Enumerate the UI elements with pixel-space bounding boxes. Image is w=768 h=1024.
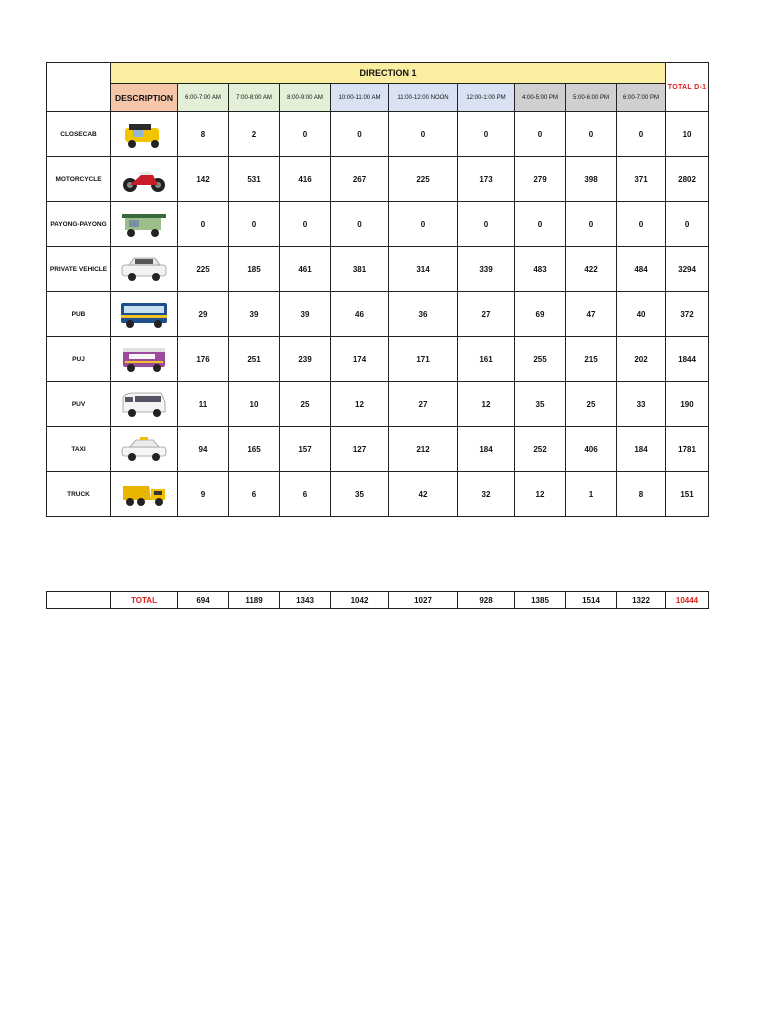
slot-total-cell: 1514 — [566, 592, 617, 609]
time-slot-header: 8:00-9:00 AM — [280, 84, 331, 112]
count-cell: 239 — [280, 337, 331, 382]
count-cell: 202 — [617, 337, 666, 382]
vehicle-row — [47, 157, 709, 202]
count-cell: 0 — [389, 112, 458, 157]
description-header: DESCRIPTION — [111, 84, 178, 112]
count-cell: 0 — [458, 112, 515, 157]
vehicle-image-cell — [111, 247, 178, 292]
count-cell: 165 — [229, 427, 280, 472]
time-slot-header: 5:00-6:00 PM — [566, 84, 617, 112]
vehicle-image-cell — [111, 202, 178, 247]
count-cell: 25 — [280, 382, 331, 427]
count-cell: 32 — [458, 472, 515, 517]
count-cell: 2 — [229, 112, 280, 157]
vehicle-total-cell: 3294 — [666, 247, 709, 292]
count-cell: 35 — [515, 382, 566, 427]
count-cell: 252 — [515, 427, 566, 472]
count-cell: 0 — [280, 112, 331, 157]
vehicle-total-cell: 0 — [666, 202, 709, 247]
count-cell: 161 — [458, 337, 515, 382]
count-cell: 12 — [515, 472, 566, 517]
count-cell: 422 — [566, 247, 617, 292]
count-cell: 398 — [566, 157, 617, 202]
count-cell: 0 — [515, 202, 566, 247]
direction-title: DIRECTION 1 — [111, 63, 666, 84]
count-cell: 225 — [389, 157, 458, 202]
count-cell: 11 — [178, 382, 229, 427]
time-slot-header: 7:00-8:00 AM — [229, 84, 280, 112]
vehicle-total-cell: 1844 — [666, 337, 709, 382]
count-cell: 0 — [566, 202, 617, 247]
vehicle-name: PUV — [47, 382, 111, 427]
count-cell: 483 — [515, 247, 566, 292]
vehicle-row — [47, 202, 709, 247]
count-cell: 279 — [515, 157, 566, 202]
traffic-count-table — [46, 62, 709, 517]
totals-row — [47, 592, 709, 609]
vehicle-name: CLOSECAB — [47, 112, 111, 157]
count-cell: 0 — [458, 202, 515, 247]
count-cell: 142 — [178, 157, 229, 202]
count-cell: 1 — [566, 472, 617, 517]
count-cell: 39 — [229, 292, 280, 337]
count-cell: 184 — [458, 427, 515, 472]
count-cell: 215 — [566, 337, 617, 382]
count-cell: 212 — [389, 427, 458, 472]
count-cell: 94 — [178, 427, 229, 472]
count-cell: 0 — [515, 112, 566, 157]
vehicle-image-cell — [111, 427, 178, 472]
count-cell: 29 — [178, 292, 229, 337]
count-cell: 40 — [617, 292, 666, 337]
count-cell: 173 — [458, 157, 515, 202]
count-cell: 371 — [617, 157, 666, 202]
count-cell: 0 — [331, 202, 389, 247]
vehicle-image-cell — [111, 382, 178, 427]
count-cell: 33 — [617, 382, 666, 427]
jeepney-image — [119, 343, 169, 375]
vehicle-row — [47, 292, 709, 337]
time-slot-header: 6:00-7:00 AM — [178, 84, 229, 112]
motorcycle-image — [119, 163, 169, 195]
vehicle-row — [47, 247, 709, 292]
grand-total-cell: 10444 — [666, 592, 709, 609]
count-cell: 531 — [229, 157, 280, 202]
slot-total-cell: 1385 — [515, 592, 566, 609]
count-cell: 0 — [331, 112, 389, 157]
count-cell: 185 — [229, 247, 280, 292]
totals-blank-cell — [47, 592, 111, 609]
vehicle-total-cell: 10 — [666, 112, 709, 157]
vehicle-image-cell — [111, 292, 178, 337]
count-cell: 27 — [458, 292, 515, 337]
count-cell: 176 — [178, 337, 229, 382]
count-cell: 46 — [331, 292, 389, 337]
count-cell: 0 — [389, 202, 458, 247]
time-slot-header: 12:00-1:00 PM — [458, 84, 515, 112]
count-cell: 406 — [566, 427, 617, 472]
count-cell: 0 — [229, 202, 280, 247]
count-cell: 8 — [178, 112, 229, 157]
van-image — [119, 388, 169, 420]
vehicle-image-cell — [111, 472, 178, 517]
count-cell: 174 — [331, 337, 389, 382]
count-cell: 39 — [280, 292, 331, 337]
count-cell: 171 — [389, 337, 458, 382]
count-cell: 314 — [389, 247, 458, 292]
count-cell: 157 — [280, 427, 331, 472]
totals-label: TOTAL — [111, 592, 178, 609]
vehicle-row — [47, 382, 709, 427]
vehicle-total-cell: 2802 — [666, 157, 709, 202]
count-cell: 69 — [515, 292, 566, 337]
count-cell: 12 — [331, 382, 389, 427]
vehicle-image-cell — [111, 337, 178, 382]
vehicle-name: PUJ — [47, 337, 111, 382]
count-cell: 416 — [280, 157, 331, 202]
vehicle-total-cell: 151 — [666, 472, 709, 517]
bus-image — [119, 298, 169, 330]
vehicle-name: TAXI — [47, 427, 111, 472]
count-cell: 36 — [389, 292, 458, 337]
count-cell: 10 — [229, 382, 280, 427]
count-cell: 484 — [617, 247, 666, 292]
count-cell: 25 — [566, 382, 617, 427]
vehicle-row — [47, 472, 709, 517]
vehicle-total-cell: 372 — [666, 292, 709, 337]
slot-total-cell: 928 — [458, 592, 515, 609]
vehicle-row — [47, 337, 709, 382]
vehicle-total-cell: 1781 — [666, 427, 709, 472]
count-cell: 9 — [178, 472, 229, 517]
vehicle-name: PUB — [47, 292, 111, 337]
corner-blank-cell — [47, 63, 111, 112]
time-slot-header: 4:00-5:00 PM — [515, 84, 566, 112]
count-cell: 12 — [458, 382, 515, 427]
truck-image — [119, 478, 169, 510]
slot-total-cell: 1322 — [617, 592, 666, 609]
totals-table — [46, 591, 709, 609]
vehicle-name: MOTORCYCLE — [47, 157, 111, 202]
count-cell: 255 — [515, 337, 566, 382]
private-vehicle-image — [119, 253, 169, 285]
count-cell: 184 — [617, 427, 666, 472]
count-cell: 6 — [280, 472, 331, 517]
taxi-image — [119, 433, 169, 465]
time-slot-header: 6:00-7:00 PM — [617, 84, 666, 112]
count-cell: 225 — [178, 247, 229, 292]
count-cell: 127 — [331, 427, 389, 472]
time-slot-header: 11:00-12:00 NOON — [389, 84, 458, 112]
closecab-image — [119, 118, 169, 150]
count-cell: 339 — [458, 247, 515, 292]
count-cell: 47 — [566, 292, 617, 337]
vehicle-image-cell — [111, 157, 178, 202]
time-slot-header: 10:00-11:00 AM — [331, 84, 389, 112]
slot-total-cell: 1189 — [229, 592, 280, 609]
vehicle-name: TRUCK — [47, 472, 111, 517]
count-cell: 35 — [331, 472, 389, 517]
count-cell: 0 — [617, 112, 666, 157]
count-cell: 461 — [280, 247, 331, 292]
count-cell: 8 — [617, 472, 666, 517]
total-d1-header: TOTAL D-1 — [666, 63, 709, 112]
count-cell: 27 — [389, 382, 458, 427]
vehicle-image-cell — [111, 112, 178, 157]
vehicle-name: PRIVATE VEHICLE — [47, 247, 111, 292]
slot-total-cell: 1027 — [389, 592, 458, 609]
slot-total-cell: 1042 — [331, 592, 389, 609]
count-cell: 6 — [229, 472, 280, 517]
count-cell: 42 — [389, 472, 458, 517]
vehicle-row — [47, 427, 709, 472]
count-cell: 0 — [178, 202, 229, 247]
count-cell: 0 — [617, 202, 666, 247]
vehicle-row — [47, 112, 709, 157]
count-cell: 0 — [280, 202, 331, 247]
vehicle-total-cell: 190 — [666, 382, 709, 427]
slot-total-cell: 1343 — [280, 592, 331, 609]
count-cell: 251 — [229, 337, 280, 382]
count-cell: 0 — [566, 112, 617, 157]
payong-payong-image — [119, 208, 169, 240]
count-cell: 381 — [331, 247, 389, 292]
vehicle-name: PAYONG-PAYONG — [47, 202, 111, 247]
slot-total-cell: 694 — [178, 592, 229, 609]
count-cell: 267 — [331, 157, 389, 202]
